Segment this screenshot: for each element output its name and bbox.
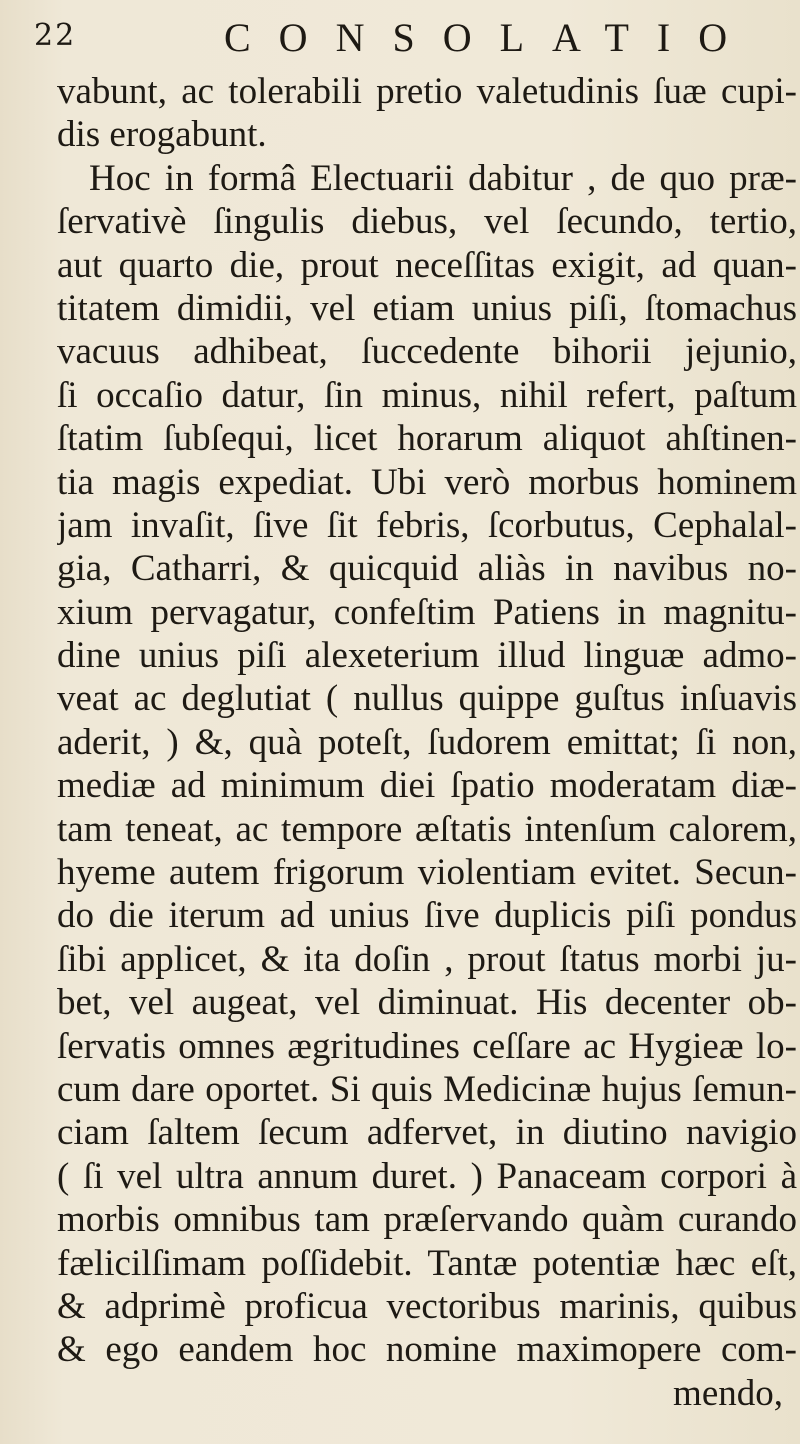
page-number: 22 [34,18,77,53]
text-line: mediæ ad minimum diei ſpatio moderatam diæ- [57,765,797,807]
text-line: dine unius piſi alexeterium illud linguæ admo- [57,635,797,677]
text-line: ſtatim ſubſequi, licet horarum aliquot ahſtinen- [57,418,797,460]
text-line: ciam ſaltem ſecum adfervet, in diutino navigio [57,1112,797,1154]
text-line: Hoc in formâ Electuarii dabitur , de quo præ- [89,157,797,199]
page-header [34,8,754,64]
text-line: & adprimè proficua vectoribus marinis, quibus [57,1285,797,1327]
text-line: jam invaſit, ſive ſit febris, ſcorbutus, Cephalal- [57,504,797,546]
text-line: xium pervagatur, confeſtim Patiens in magnitu- [57,591,797,633]
text-line: ſibi applicet, & ita doſin , prout ſtatus morbi ju- [57,938,797,980]
text-line: tia magis expediat. Ubi verò morbus hominem [57,461,797,503]
body-text [57,70,797,1415]
text-line: ſervativè ſingulis diebus, vel ſecundo, tertio, [57,201,797,243]
text-line: dis erogabunt. [57,114,267,156]
text-line: aut quarto die, prout neceſſitas exigit, ad quan- [57,244,797,286]
text-line: bet, vel augeat, vel diminuat. His decenter ob- [57,982,797,1024]
text-line: vabunt, ac tolerabili pretio valetudinis ſuæ cupi- [57,71,797,112]
text-line: ( ſi vel ultra annum duret. ) Panaceam corpori à [57,1155,797,1197]
text-line: & ego eandem hoc nomine maximopere com- [57,1329,797,1371]
text-line: vacuus adhibeat, ſuccedente bihorii jejunio, [57,331,797,373]
text-line: fælicilſimam poſſidebit. Tantæ potentiæ hæc eſt, [57,1242,797,1284]
text-line: titatem dimidii, vel etiam unius piſi, ſtomachus [57,287,797,329]
text-line: hyeme autem frigorum violentiam evitet. Secun- [57,852,797,894]
text-line: morbis omnibus tam præſervando quàm curando [57,1199,797,1241]
text-line: do die iterum ad unius ſive duplicis piſi pondus [57,895,797,937]
text-line: mendo, [673,1372,783,1414]
text-line: aderit, ) &, quà poteſt, ſudorem emittat; ſi non, [57,721,797,763]
text-line: cum dare oportet. Si quis Medicinæ hujus ſemun- [57,1068,797,1110]
running-title: CONSOLATIO [224,15,756,60]
text-line: gia, Catharri, & quicquid aliàs in navibus no- [57,548,797,590]
text-line: ſi occaſio datur, ſin minus, nihil refert, paſtum [57,374,797,416]
text-line: tam teneat, ac tempore æſtatis intenſum calorem, [57,808,797,850]
text-line: ſervatis omnes ægritudines ceſſare ac Hygieæ lo- [57,1025,797,1067]
text-line: veat ac deglutiat ( nullus quippe guſtus inſuavis [57,678,797,720]
